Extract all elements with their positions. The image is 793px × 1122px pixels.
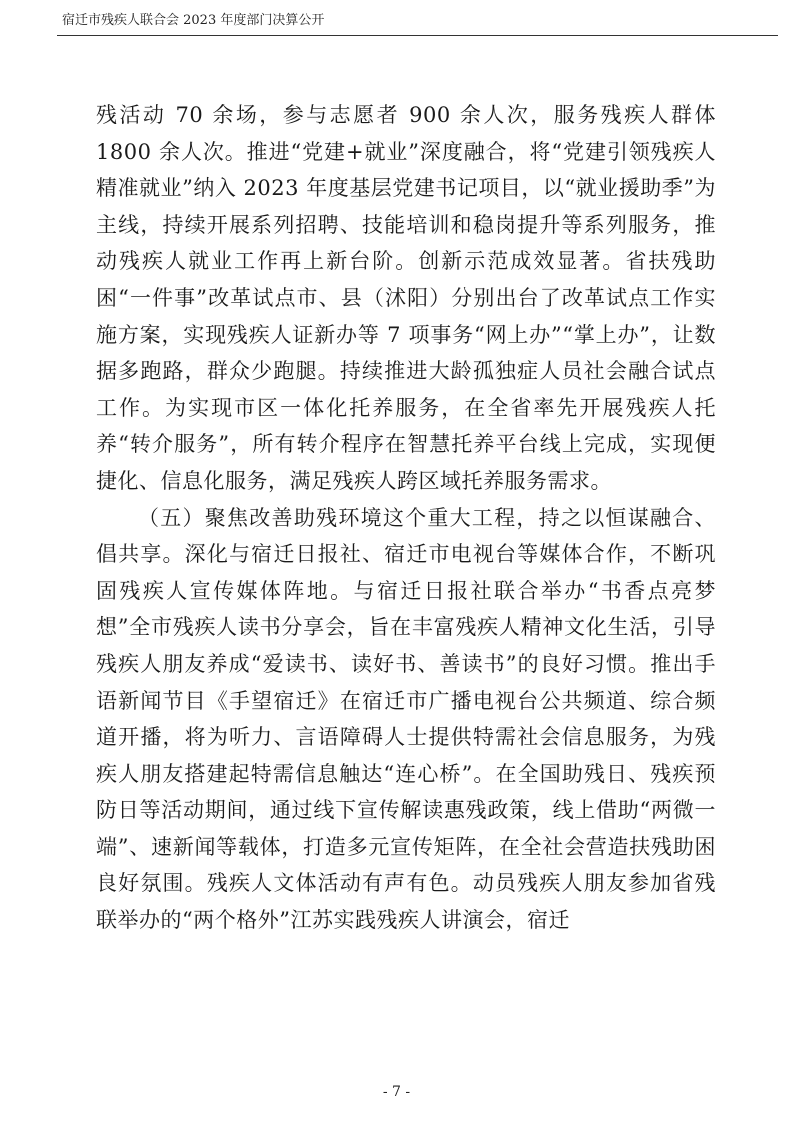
header-divider: [57, 35, 778, 36]
body-paragraph-1: 残活动 70 余场，参与志愿者 900 余人次，服务残疾人群体 1800 余人次。推进“党建+就业”深度融合，将“党建引领残疾人精准就业”纳入 2023 年度基层党建书记项目，以“就业援助季”为主线，持续开展系列招聘、技能培训和稳岗提升等系列服务，推动残疾人就业工作再上新台阶。创新示范成效显著。省扶残助困“一件事”改革试点市、县（沭阳）分别出台了改革试点工作实施方案，实现残疾人证新办等 7 项事务“网上办”“掌上办”，让数据多跑路，群众少跑腿。持续推进大龄孤独症人员社会融合试点工作。为实现市区一体化托养服务，在全省率先开展残疾人托养“转介服务”，所有转介程序在智慧托养平台线上完成，实现便捷化、信息化服务，满足残疾人跨区域托养服务需求。: [96, 103, 716, 493]
document-body: [96, 97, 716, 939]
document-header-title: 宿迁市残疾人联合会 2023 年度部门决算公开: [62, 13, 325, 28]
body-paragraph-2: （五）聚焦改善助残环境这个重大工程，持之以恒谋融合、倡共享。深化与宿迁日报社、宿迁市电视台等媒体合作，不断巩固残疾人宣传媒体阵地。与宿迁日报社联合举办“书香点亮梦想”全市残疾人读书分享会，旨在丰富残疾人精神文化生活，引导残疾人朋友养成“爱读书、读好书、善读书”的良好习惯。推出手语新闻节目《手望宿迁》在宿迁市广播电视台公共频道、综合频道开播，将为听力、言语障碍人士提供特需社会信息服务，为残疾人朋友搭建起特需信息触达“连心桥”。在全国助残日、残疾预防日等活动期间，通过线下宣传解读惠残政策，线上借助“两微一端”、速新闻等载体，打造多元宣传矩阵，在全社会营造扶残助困良好氛围。残疾人文体活动有声有色。动员残疾人朋友参加省残联举办的“两个格外”江苏实践残疾人讲演会，宿迁: [96, 505, 716, 933]
page-number: - 7 -: [382, 1084, 411, 1100]
